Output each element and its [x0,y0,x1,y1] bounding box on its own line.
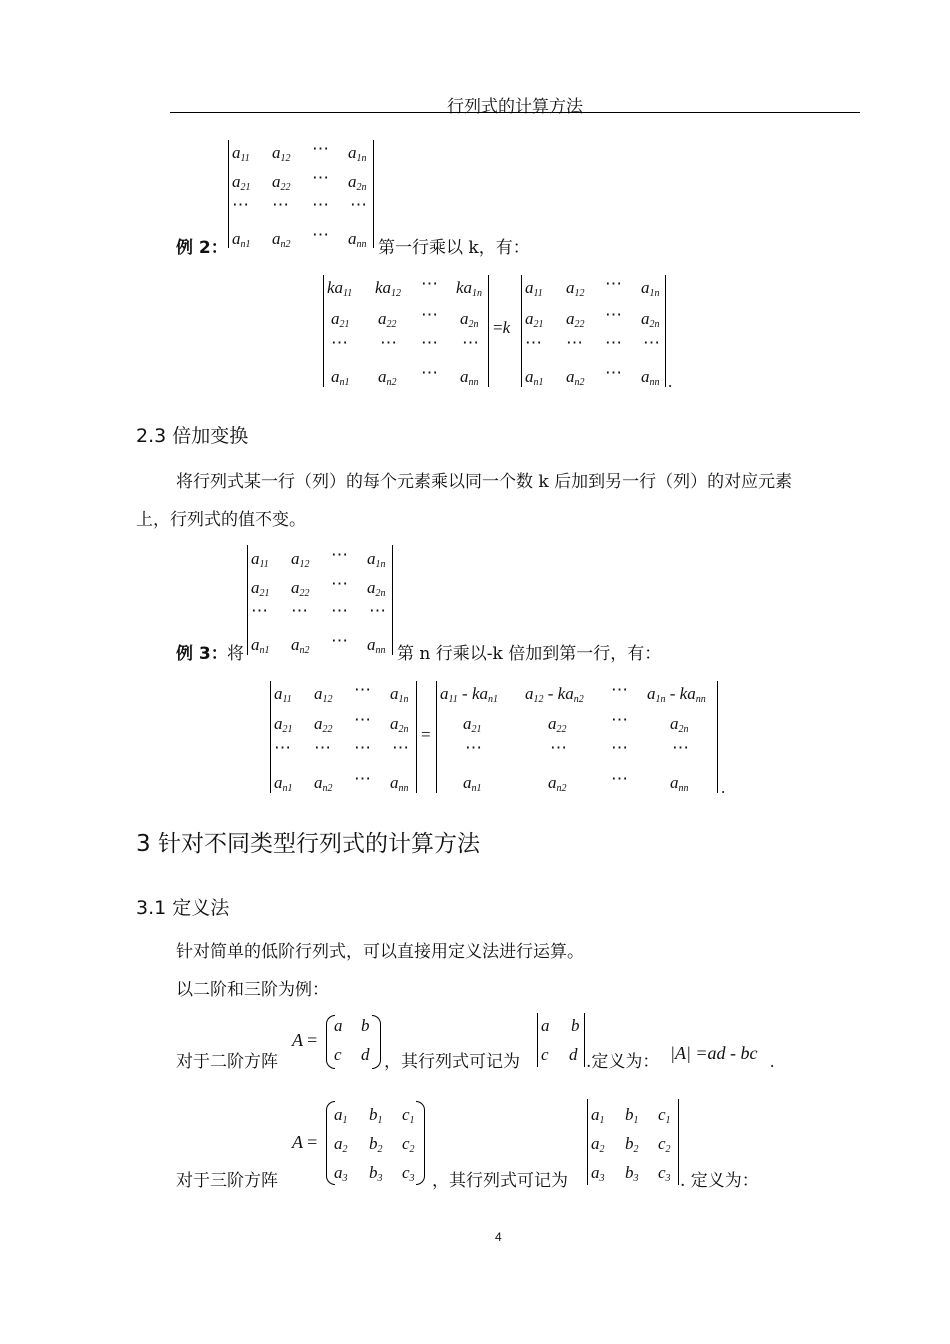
det-row: $a_{11}$ [232,143,250,164]
section-3-1-heading: 3.1 定义法 [136,897,230,919]
third-order-prefix: 对于三阶方阵 [176,1171,278,1191]
second-order-formula: |A| =ad - bc [670,1043,758,1063]
section-3-1-para2: 以二阶和三阶为例： [176,980,329,1000]
section-3-1-para1: 针对简单的低阶行列式，可以直接用定义法进行运算。 [176,942,584,962]
example3-label: 例 3： [176,644,228,664]
second-order-def: .定义为： [586,1052,660,1072]
second-order-mid: ，其行列式可记为 [384,1052,520,1072]
second-order-prefix: 对于二阶方阵 [176,1052,278,1072]
section-2-3-para-line1: 将行列式某一行（列）的每个元素乘以同一个数 k 后加到另一行（列）的对应元素 [176,472,793,492]
third-order-def: . 定义为： [680,1171,759,1191]
third-order-mid: ，其行列式可记为 [432,1171,568,1191]
section-3-heading: 3 针对不同类型行列式的计算方法 [136,831,480,857]
section-2-3-heading: 2.3 倍加变换 [136,425,249,447]
example2-label: 例 2： [176,238,228,258]
running-header-title: 行列式的计算方法 [447,97,583,117]
page-number: 4 [495,1230,502,1244]
example3-prefix: 将 [227,644,244,664]
example3-text: 第 n 行乘以-k 倍加到第一行，有： [397,644,662,664]
header-rule [170,112,860,113]
section-2-3-para-line2: 上，行列式的值不变。 [136,510,306,530]
example2-text: 第一行乘以 k，有： [378,238,530,258]
